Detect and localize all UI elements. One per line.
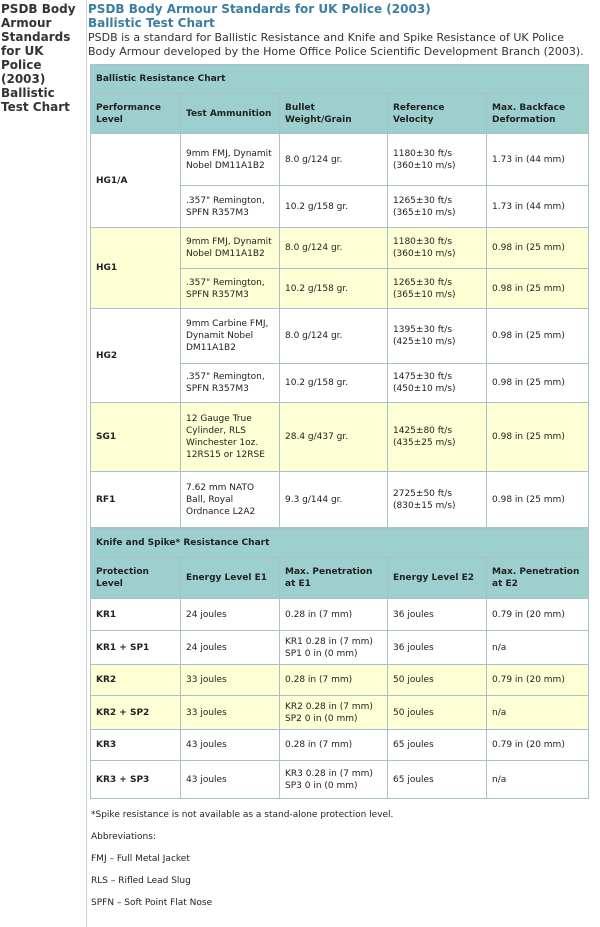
bullet-weight: 8.0 g/124 gr. xyxy=(280,309,388,364)
max-penetration-e1: KR3 0.28 in (7 mm) SP3 0 in (0 mm) xyxy=(280,761,388,799)
backface-deformation: 0.98 in (25 mm) xyxy=(487,228,589,269)
performance-level: HG1/A xyxy=(91,134,181,228)
backface-deformation: 1.73 in (44 mm) xyxy=(487,134,589,186)
protection-level: KR1 + SP1 xyxy=(91,631,181,665)
page-subtitle: Ballistic Test Chart xyxy=(88,16,215,30)
page-title: PSDB Body Armour Standards for UK Police (2003) xyxy=(88,2,431,16)
section-row xyxy=(91,65,589,94)
test-ammunition: .357" Remington, SPFN R357M3 xyxy=(181,364,280,403)
ballistic-resistance-table xyxy=(90,64,589,528)
test-ammunition: 9mm FMJ, Dynamit Nobel DM11A1B2 xyxy=(181,228,280,269)
column-header: Bullet Weight/Grain xyxy=(280,94,388,134)
main-content xyxy=(88,0,596,919)
notes xyxy=(91,809,596,909)
sidebar xyxy=(0,0,87,927)
column-header: Reference Velocity xyxy=(388,94,487,134)
section-title: Knife and Spike* Resistance Chart xyxy=(91,529,589,558)
test-ammunition: 9mm Carbine FMJ, Dynamit Nobel DM11A1B2 xyxy=(181,309,280,364)
reference-velocity: 1265±30 ft/s (365±10 m/s) xyxy=(388,186,487,228)
reference-velocity: 1265±30 ft/s (365±10 m/s) xyxy=(388,269,487,309)
max-penetration-e2: n/a xyxy=(487,696,589,730)
backface-deformation: 1.73 in (44 mm) xyxy=(487,186,589,228)
knife-spike-resistance-table xyxy=(90,528,589,799)
max-penetration-e2: 0.79 in (20 mm) xyxy=(487,665,589,696)
bullet-weight: 10.2 g/158 gr. xyxy=(280,364,388,403)
backface-deformation: 0.98 in (25 mm) xyxy=(487,364,589,403)
energy-level-e2: 36 joules xyxy=(388,599,487,631)
max-penetration-e2: 0.79 in (20 mm) xyxy=(487,599,589,631)
table-row xyxy=(91,472,589,528)
abbreviation-item: RLS – Rifled Lead Slug xyxy=(91,876,191,886)
backface-deformation: 0.98 in (25 mm) xyxy=(487,269,589,309)
spike-footnote: *Spike resistance is not available as a stand-alone protection level. xyxy=(91,810,394,820)
table-row xyxy=(91,696,589,730)
max-penetration-e1: KR2 0.28 in (7 mm) SP2 0 in (0 mm) xyxy=(280,696,388,730)
energy-level-e1: 24 joules xyxy=(181,599,280,631)
column-header: Max. Backface Deformation xyxy=(487,94,589,134)
column-header: Energy Level E2 xyxy=(388,558,487,599)
table-row xyxy=(91,403,589,472)
max-penetration-e1: 0.28 in (7 mm) xyxy=(280,730,388,761)
test-ammunition: .357" Remington, SPFN R357M3 xyxy=(181,269,280,309)
max-penetration-e1: KR1 0.28 in (7 mm) SP1 0 in (0 mm) xyxy=(280,631,388,665)
sidebar-subtitle: Ballistic Test Chart xyxy=(1,86,70,114)
column-header: Test Ammunition xyxy=(181,94,280,134)
header-row xyxy=(91,558,589,599)
backface-deformation: 0.98 in (25 mm) xyxy=(487,309,589,364)
intro-paragraph: PSDB is a standard for Ballistic Resistance and Knife and Spike Resistance of UK Police Body Armour developed by the Home Office Police Scientific Development Branch (2003). xyxy=(88,31,584,58)
column-header: Max. Penetration at E1 xyxy=(280,558,388,599)
performance-level: RF1 xyxy=(91,472,181,528)
performance-level: HG1 xyxy=(91,228,181,309)
reference-velocity: 1395±30 ft/s (425±10 m/s) xyxy=(388,309,487,364)
bullet-weight: 8.0 g/124 gr. xyxy=(280,134,388,186)
protection-level: KR3 xyxy=(91,730,181,761)
backface-deformation: 0.98 in (25 mm) xyxy=(487,472,589,528)
bullet-weight: 10.2 g/158 gr. xyxy=(280,269,388,309)
table-row xyxy=(91,665,589,696)
energy-level-e2: 50 joules xyxy=(388,665,487,696)
energy-level-e2: 65 joules xyxy=(388,761,487,799)
max-penetration-e1: 0.28 in (7 mm) xyxy=(280,599,388,631)
max-penetration-e2: n/a xyxy=(487,631,589,665)
sidebar-title: PSDB Body Armour Standards for UK Police (2003) xyxy=(1,2,76,86)
table-row xyxy=(91,631,589,665)
test-ammunition: 9mm FMJ, Dynamit Nobel DM11A1B2 xyxy=(181,134,280,186)
backface-deformation: 0.98 in (25 mm) xyxy=(487,403,589,472)
protection-level: KR3 + SP3 xyxy=(91,761,181,799)
reference-velocity: 2725±50 ft/s (830±15 m/s) xyxy=(388,472,487,528)
energy-level-e1: 33 joules xyxy=(181,665,280,696)
table-row xyxy=(91,134,589,186)
section-row xyxy=(91,529,589,558)
energy-level-e1: 43 joules xyxy=(181,761,280,799)
table-row xyxy=(91,761,589,799)
column-header: Performance Level xyxy=(91,94,181,134)
test-ammunition: .357" Remington, SPFN R357M3 xyxy=(181,186,280,228)
energy-level-e2: 65 joules xyxy=(388,730,487,761)
test-ammunition: 7.62 mm NATO Ball, Royal Ordnance L2A2 xyxy=(181,472,280,528)
bullet-weight: 10.2 g/158 gr. xyxy=(280,186,388,228)
abbreviation-item: FMJ – Full Metal Jacket xyxy=(91,854,190,864)
table-row xyxy=(91,599,589,631)
abbreviations-title: Abbreviations: xyxy=(91,832,156,842)
reference-velocity: 1475±30 ft/s (450±10 m/s) xyxy=(388,364,487,403)
protection-level: KR2 xyxy=(91,665,181,696)
performance-level: SG1 xyxy=(91,403,181,472)
column-header: Max. Penetration at E2 xyxy=(487,558,589,599)
max-penetration-e1: 0.28 in (7 mm) xyxy=(280,665,388,696)
table-row xyxy=(91,228,589,269)
abbreviation-item: SPFN – Soft Point Flat Nose xyxy=(91,898,213,908)
max-penetration-e2: 0.79 in (20 mm) xyxy=(487,730,589,761)
column-header: Energy Level E1 xyxy=(181,558,280,599)
reference-velocity: 1180±30 ft/s (360±10 m/s) xyxy=(388,134,487,186)
max-penetration-e2: n/a xyxy=(487,761,589,799)
column-header: Protection Level xyxy=(91,558,181,599)
bullet-weight: 8.0 g/124 gr. xyxy=(280,228,388,269)
bullet-weight: 28.4 g/437 gr. xyxy=(280,403,388,472)
energy-level-e1: 43 joules xyxy=(181,730,280,761)
energy-level-e2: 50 joules xyxy=(388,696,487,730)
reference-velocity: 1180±30 ft/s (360±10 m/s) xyxy=(388,228,487,269)
test-ammunition: 12 Gauge True Cylinder, RLS Winchester 1oz. 12RS15 or 12RSE xyxy=(181,403,280,472)
protection-level: KR2 + SP2 xyxy=(91,696,181,730)
header-row xyxy=(91,94,589,134)
energy-level-e2: 36 joules xyxy=(388,631,487,665)
table-row xyxy=(91,730,589,761)
abbreviations-list xyxy=(91,853,596,909)
bullet-weight: 9.3 g/144 gr. xyxy=(280,472,388,528)
performance-level: HG2 xyxy=(91,309,181,403)
energy-level-e1: 24 joules xyxy=(181,631,280,665)
reference-velocity: 1425±80 ft/s (435±25 m/s) xyxy=(388,403,487,472)
protection-level: KR1 xyxy=(91,599,181,631)
energy-level-e1: 33 joules xyxy=(181,696,280,730)
section-title: Ballistic Resistance Chart xyxy=(91,65,589,94)
table-row xyxy=(91,309,589,364)
